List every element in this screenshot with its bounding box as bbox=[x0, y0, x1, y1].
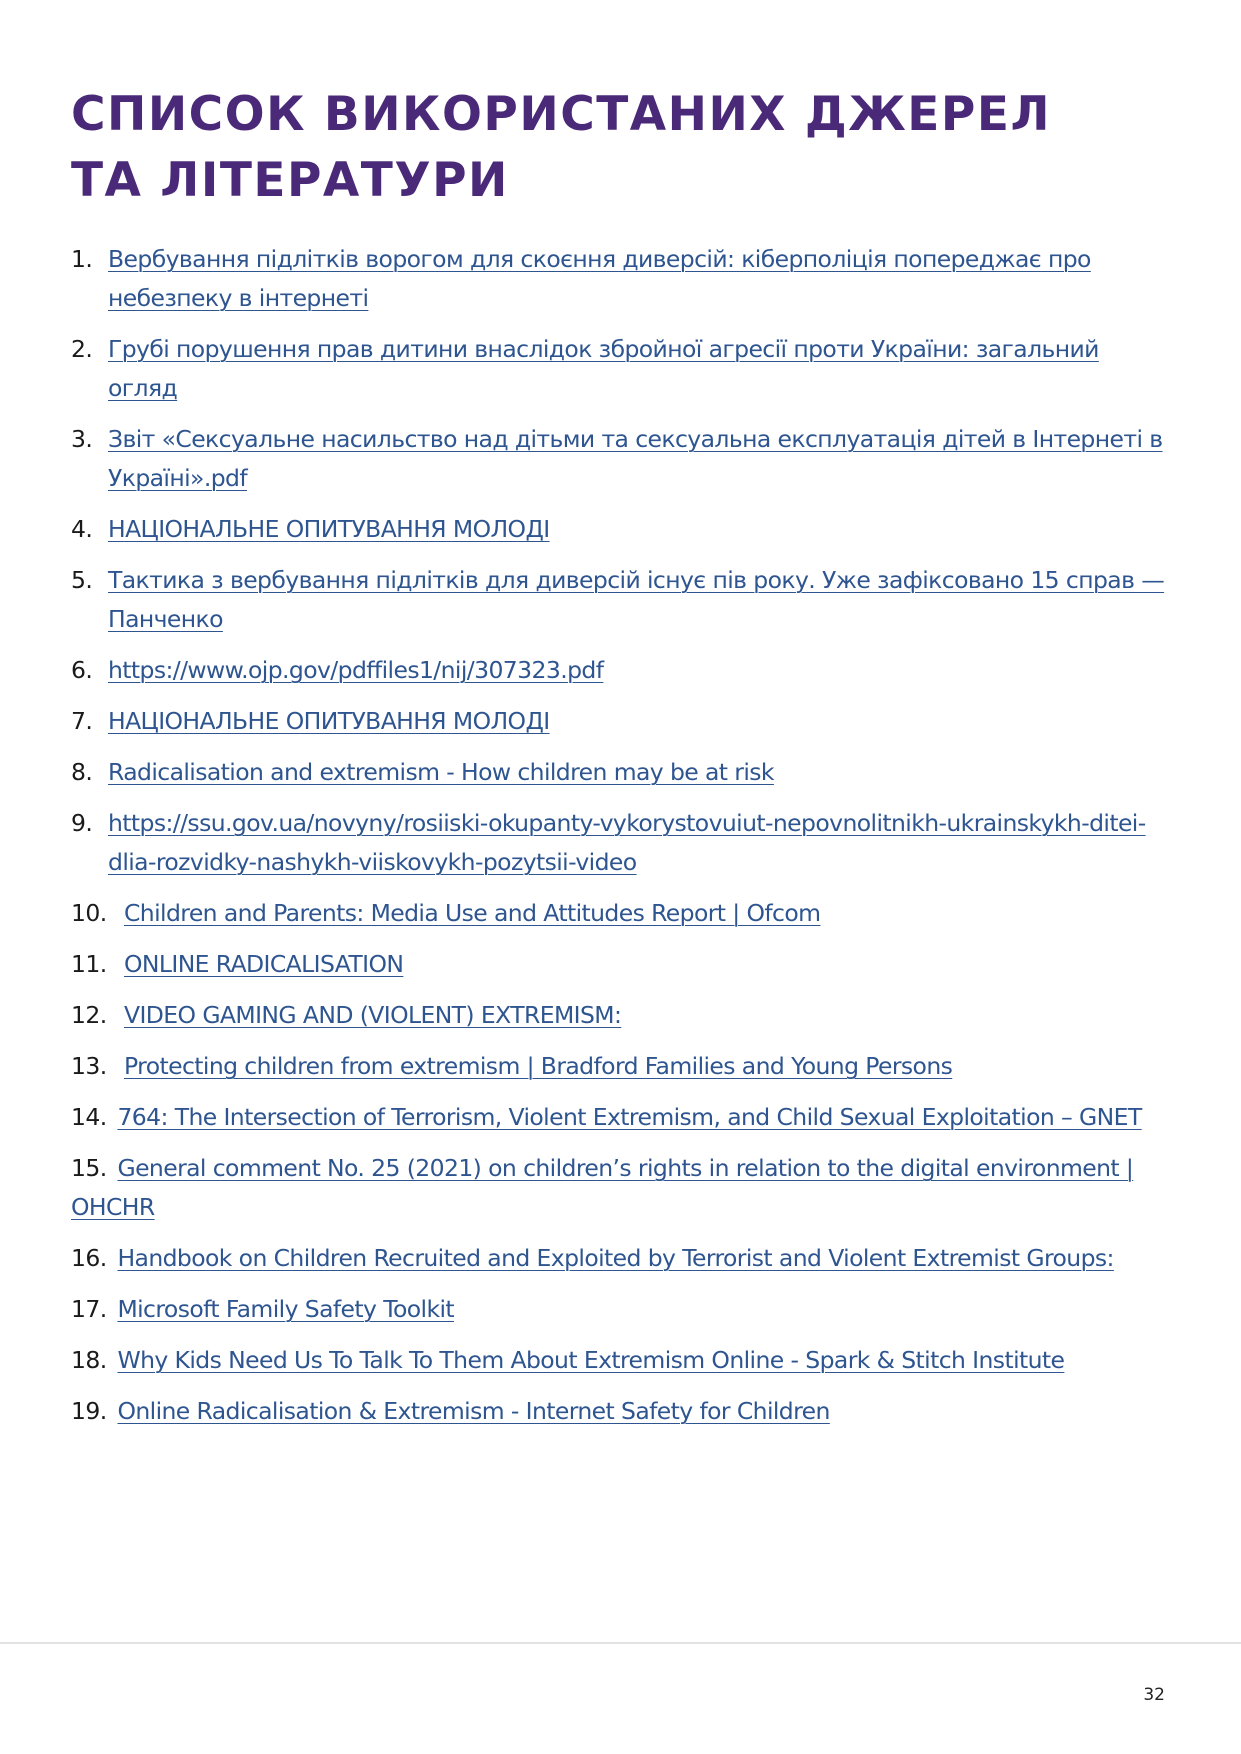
reference-item bbox=[71, 996, 1171, 1035]
reference-link[interactable]: Protecting children from extremism | Bradford Families and Young Persons bbox=[124, 1052, 953, 1080]
reference-number: 2. bbox=[71, 335, 93, 363]
reference-number: 14. bbox=[71, 1103, 107, 1131]
reference-number: 4. bbox=[71, 515, 93, 543]
reference-number: 10. bbox=[71, 899, 107, 927]
reference-item bbox=[71, 894, 1171, 933]
reference-number: 9. bbox=[71, 809, 93, 837]
reference-item bbox=[71, 561, 1171, 639]
reference-item bbox=[71, 945, 1171, 984]
reference-link[interactable]: https://www.ojp.gov/pdffiles1/nij/307323.pdf bbox=[108, 656, 604, 684]
reference-number: 1. bbox=[71, 245, 93, 273]
page-title bbox=[71, 82, 1171, 214]
reference-link[interactable]: Вербування підлітків ворогом для скоєння диверсій: кіберполіція попереджає про небезпеку в інтернеті bbox=[108, 245, 1091, 312]
reference-link[interactable]: Грубі порушення прав дитини внаслідок збройної агресії проти України: загальний огляд bbox=[108, 335, 1099, 402]
reference-link[interactable]: ONLINE RADICALISATION bbox=[124, 950, 404, 978]
reference-link[interactable]: НАЦІОНАЛЬНЕ ОПИТУВАННЯ МОЛОДІ bbox=[108, 515, 550, 543]
reference-number: 6. bbox=[71, 656, 93, 684]
reference-item bbox=[71, 1149, 1171, 1227]
reference-item bbox=[71, 1290, 1171, 1329]
reference-link[interactable]: https://ssu.gov.ua/novyny/rosiiski-okupanty-vykorystovuiut-nepovnolitnikh-ukrainskykh-ditei-dlia-rozvidky-nashykh-viiskovykh-pozytsii-video bbox=[108, 809, 1146, 876]
reference-link[interactable]: General comment No. 25 (2021) on children’s rights in relation to the digital environment | OHCHR bbox=[71, 1154, 1134, 1221]
reference-number: 18. bbox=[71, 1346, 107, 1374]
reference-item bbox=[71, 1392, 1171, 1431]
reference-item bbox=[71, 1341, 1171, 1380]
reference-link[interactable]: Звіт «Сексуальне насильство над дітьми та сексуальна експлуатація дітей в Інтернеті в Україні».pdf bbox=[108, 425, 1163, 492]
reference-list bbox=[71, 240, 1171, 1443]
page-title-line-1: СПИСОК ВИКОРИСТАНИХ ДЖЕРЕЛ bbox=[71, 87, 1051, 142]
reference-number: 7. bbox=[71, 707, 93, 735]
reference-link[interactable]: НАЦІОНАЛЬНЕ ОПИТУВАННЯ МОЛОДІ bbox=[108, 707, 550, 735]
reference-number: 5. bbox=[71, 566, 93, 594]
reference-link[interactable]: 764: The Intersection of Terrorism, Violent Extremism, and Child Sexual Exploitation – GNET bbox=[117, 1103, 1142, 1131]
reference-number: 17. bbox=[71, 1295, 107, 1323]
reference-link[interactable]: VIDEO GAMING AND (VIOLENT) EXTREMISM: bbox=[124, 1001, 622, 1029]
reference-number: 19. bbox=[71, 1397, 107, 1425]
reference-link[interactable]: Handbook on Children Recruited and Exploited by Terrorist and Violent Extremist Groups: bbox=[117, 1244, 1114, 1272]
reference-link[interactable]: Children and Parents: Media Use and Attitudes Report | Ofcom bbox=[124, 899, 821, 927]
page-title-line-2: ТА ЛІТЕРАТУРИ bbox=[71, 153, 509, 208]
reference-link[interactable]: Why Kids Need Us To Talk To Them About Extremism Online - Spark & Stitch Institute bbox=[117, 1346, 1065, 1374]
reference-item bbox=[71, 804, 1171, 882]
reference-number: 11. bbox=[71, 950, 107, 978]
reference-number: 15. bbox=[71, 1154, 107, 1182]
footer-divider bbox=[0, 1642, 1241, 1644]
reference-link[interactable]: Microsoft Family Safety Toolkit bbox=[117, 1295, 454, 1323]
reference-number: 8. bbox=[71, 758, 93, 786]
reference-item bbox=[71, 1047, 1171, 1086]
reference-item bbox=[71, 420, 1171, 498]
reference-number: 3. bbox=[71, 425, 93, 453]
reference-number: 16. bbox=[71, 1244, 107, 1272]
reference-item bbox=[71, 753, 1171, 792]
page-number: 32 bbox=[1143, 1685, 1165, 1705]
reference-item bbox=[71, 651, 1171, 690]
reference-item bbox=[71, 1098, 1171, 1137]
reference-link[interactable]: Тактика з вербування підлітків для диверсій існує пів року. Уже зафіксовано 15 справ — Панченко bbox=[108, 566, 1165, 633]
reference-item bbox=[71, 240, 1171, 318]
reference-item bbox=[71, 510, 1171, 549]
reference-item bbox=[71, 702, 1171, 741]
reference-item bbox=[71, 330, 1171, 408]
reference-item bbox=[71, 1239, 1171, 1278]
reference-link[interactable]: Online Radicalisation & Extremism - Internet Safety for Children bbox=[117, 1397, 830, 1425]
reference-number: 13. bbox=[71, 1052, 107, 1080]
reference-link[interactable]: Radicalisation and extremism - How children may be at risk bbox=[108, 758, 774, 786]
reference-number: 12. bbox=[71, 1001, 107, 1029]
